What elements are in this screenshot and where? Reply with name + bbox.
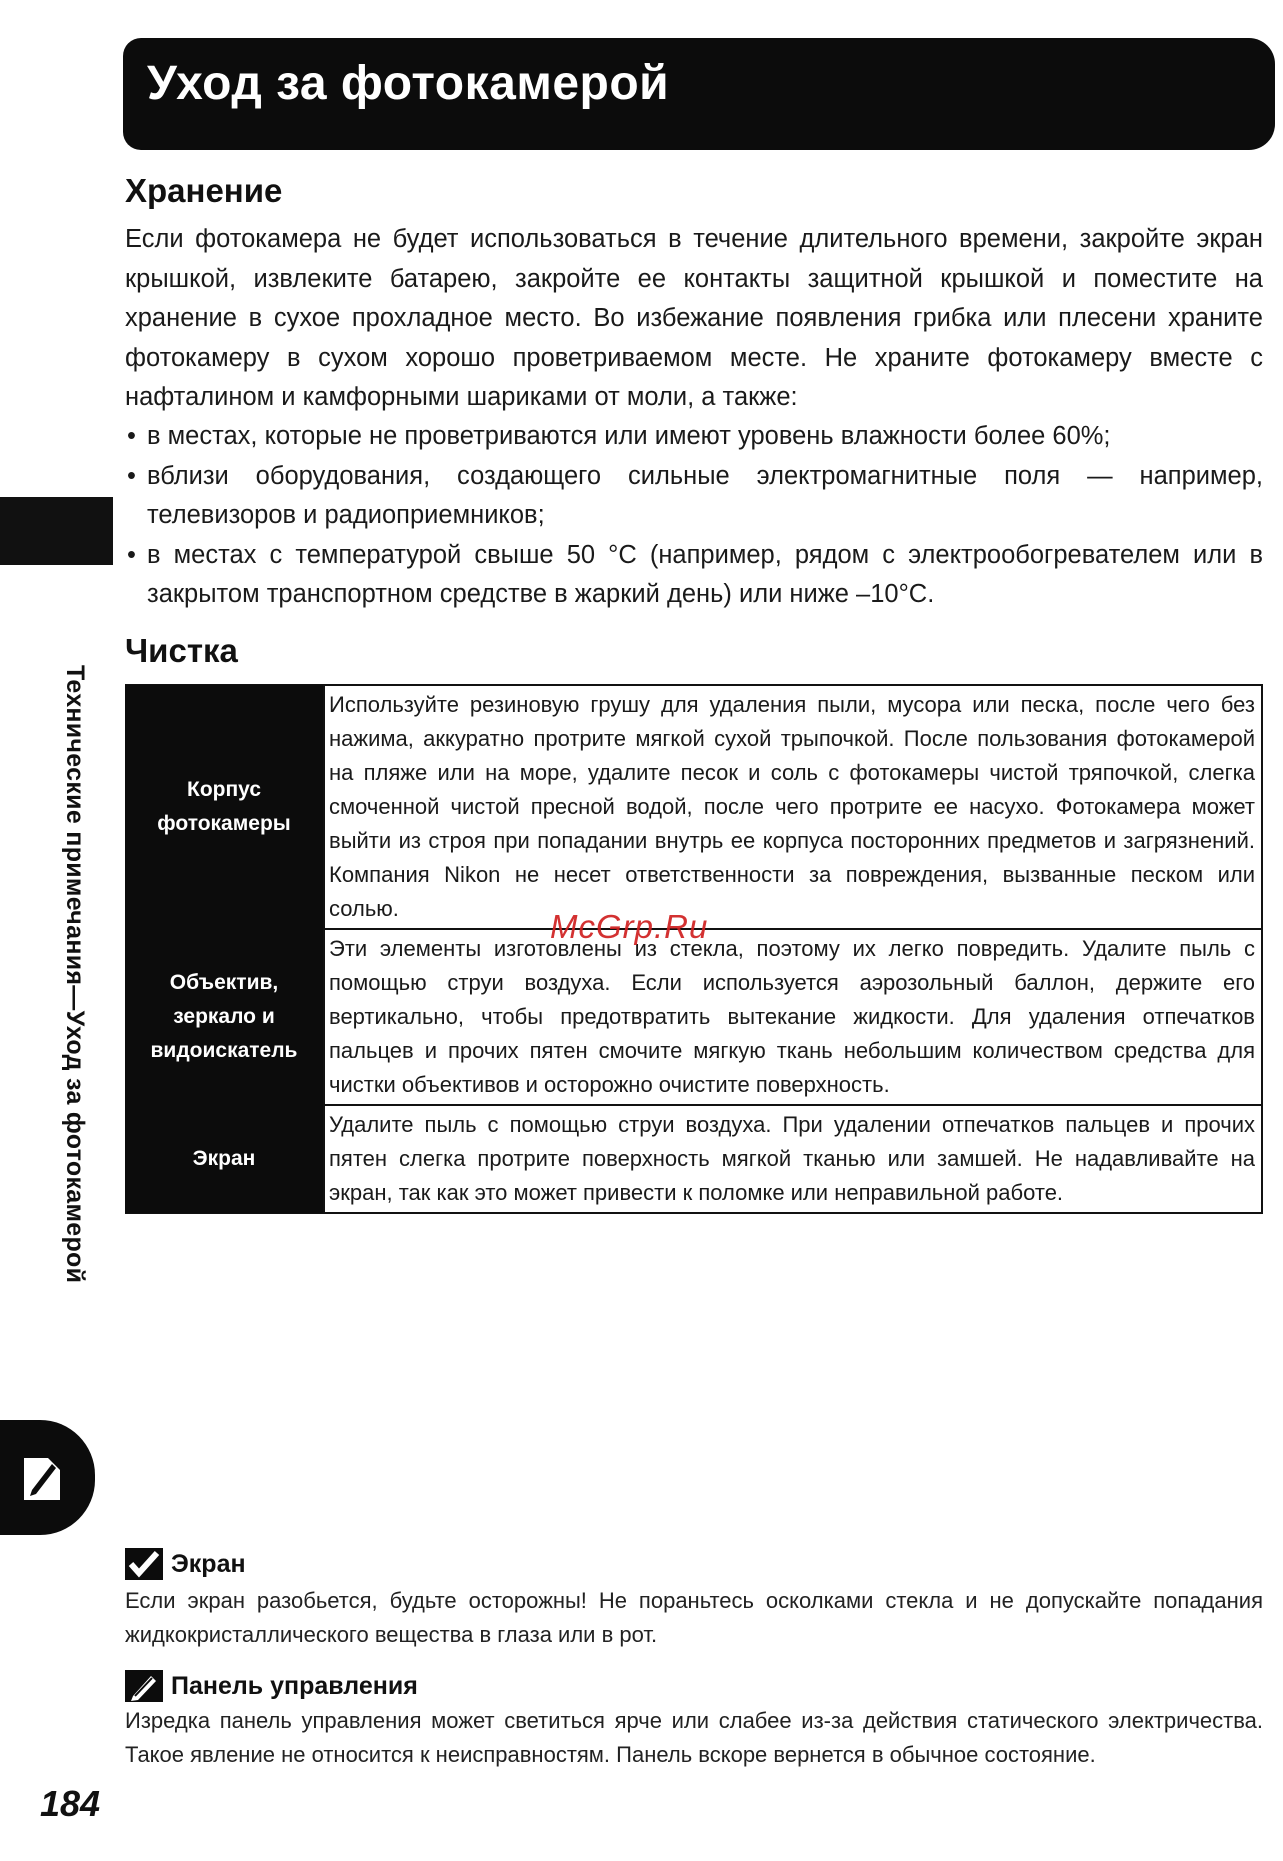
cleaning-heading: Чистка (125, 632, 238, 669)
table-row (125, 1105, 1262, 1213)
page-banner (123, 38, 1275, 150)
side-marker (0, 497, 113, 565)
list-item: • в местах, которые не проветриваются или имеют уровень влажности более 60%; (125, 417, 1263, 457)
note-screen-heading (125, 1548, 246, 1580)
page-number: 184 (40, 1783, 101, 1824)
row-text: Эти элементы изготовлены из стекла, поэтому их легко повредить. Удалите пыль с помощью струи воздуха. Если используется аэрозольный баллон, держите его вертикально, чтобы предотвратить вытекание жидкости. Для удаления отпечатков пальцев и прочих пятен смочите мягкую ткань небольшим количеством средства для чистки объективов и осторожно очистите поверхность. (324, 929, 1262, 1105)
note-control-panel-text: Изредка панель управления может светиться ярче или слабее из-за действия статического электричества. Такое явление не относится к неисправностям. Панель вскоре вернется в обычное состояние. (125, 1708, 1263, 1767)
storage-paragraph: Если фотокамера не будет использоваться в течение длительного времени, закройте экран крышкой, извлеките батарею, закройте ее контакты защитной крышкой и поместите на хранение в сухое прохладное место. Во избежание появления грибка или плесени храните фотокамеру в сухом хорошо проветриваемом месте. Не храните фотокамеру вместе с нафталином и камфорными шариками от моли, а также: (125, 225, 1263, 411)
storage-bullet-list (125, 417, 1263, 615)
note-title: Экран (171, 1549, 246, 1578)
row-label: Экран (125, 1105, 324, 1213)
checkmark-icon (125, 1548, 163, 1580)
watermark: McGrp.Ru (550, 908, 709, 945)
page-title: Уход за фотокамерой (147, 57, 670, 110)
side-tab (0, 1420, 95, 1535)
note-screen-text: Если экран разобьется, будьте осторожны! Не пораньтесь осколками стекла и не допускайте попадания жидкокристаллического вещества в глаза или в рот. (125, 1588, 1263, 1647)
pencil-icon (125, 1670, 163, 1702)
row-label: Объектив, зеркало и видоискатель (125, 929, 324, 1105)
cleaning-table (125, 684, 1263, 1214)
technical-notes-icon (18, 1450, 66, 1506)
row-text: Удалите пыль с помощью струи воздуха. При удалении отпечатков пальцев и прочих пятен слегка протрите поверхность мягкой тканью или замшей. Не надавливайте на экран, так как это может привести к поломке или неправильной работе. (324, 1105, 1262, 1213)
row-label: Корпус фотокамеры (125, 685, 324, 929)
row-text: Используйте резиновую грушу для удаления пыли, мусора или песка, после чего без нажима, аккуратно протрите мягкой сухой трыпочкой. После пользования фотокамерой на пляже или на море, удалите песок и соль с фотокамеры чистой тряпочкой, слегка смоченной чистой пресной водой, после чего протрите ее насухо. Фотокамера может выйти из строя при попадании внутрь ее корпуса посторонних предметов и загрязнений. Компания Nikon не несет ответственности за повреждения, вызванные песком или солью. (324, 685, 1262, 929)
list-item: • вблизи оборудования, создающего сильные электромагнитные поля — например, телевизоров и радиоприемников; (125, 457, 1263, 536)
note-title: Панель управления (171, 1671, 418, 1700)
storage-heading: Хранение (125, 172, 283, 209)
list-item: • в местах с температурой свыше 50 °C (например, рядом с электрообогревателем или в закрытом транспортном средстве в жаркий день) или ниже –10°C. (125, 536, 1263, 615)
table-row (125, 929, 1262, 1105)
table-row (125, 685, 1262, 929)
side-section-label: Технические примечания—Уход за фотокамерой (61, 665, 89, 1284)
note-control-panel-heading (125, 1670, 418, 1702)
